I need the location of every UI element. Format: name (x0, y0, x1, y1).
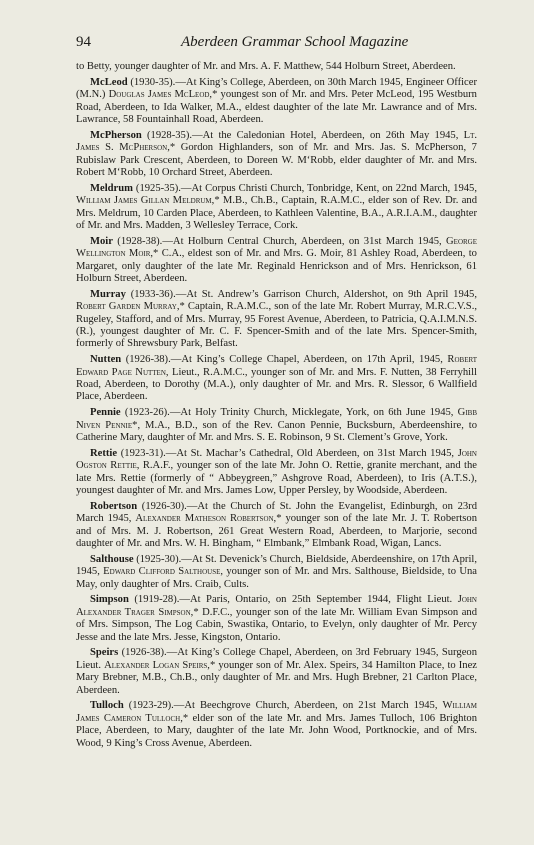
notice-entry (76, 183, 477, 233)
notice-text-rest: * Captain, R.A.M.C., son of the late Mr. Robert Murray, M.R.C.V.S., Rugeley, Stafford, and of Mrs. Murray, 95 Forest Avenue, Aberdeen, to Patricia, Q.A.I.M.N.S. (R.), youngest daughter of Mr. C. F. Spencer-Smith and of the late Mrs. Spencer-Smith, formerly of Shrewsbury Park, Belfast. (76, 301, 477, 350)
notice-entry (76, 61, 477, 73)
notice-groom-name: John Ogston Rettie, (76, 447, 477, 472)
notice-text: (1925-30).—At St. Devenick’s Church, Bieldside, Aberdeenshire, on 17th April, 1945, (76, 553, 477, 578)
notice-entry (76, 77, 477, 127)
notice-surname: Moir (90, 235, 113, 247)
notice-groom-name: Robert Garden Murray, (76, 301, 180, 313)
notice-surname: Nutten (90, 354, 122, 366)
notice-text-rest: * M.B., Ch.B., Captain, R.A.M.C., elder son of Rev. Dr. and Mrs. Meldrum, 10 Carden Place, Aberdeen, to Kathleen Valentine, B.A., A.R.I.A.M., daughter of Mr. and Mrs. Madden, 3 Wellesley Terrace, Cork. (76, 195, 477, 231)
notice-text-rest: * C.A., eldest son of Mr. and Mrs. G. Moir, 81 Ashley Road, Aberdeen, to Margaret, only daughter of the late Mr. Reginald Henrickson and of Mrs. Henrickson, 61 Holburn Street, Aberdeen. (76, 248, 477, 284)
notice-text-rest: * Gordon Highlanders, son of Mr. and Mrs. Jas. S. McPherson, 7 Rubislaw Park Crescent, Aberdeen, to Doreen W. M‘Robb, elder daughter of Mr. and Mrs. Robert M‘Robb, 10 Orchard Street, Aberdeen. (76, 142, 477, 178)
notice-text: (1925-35).—At Corpus Christi Church, Tonbridge, Kent, on 22nd March, 1945, (132, 182, 477, 194)
notice-text-rest: * younger son of the late Mr. J. T. Robertson and of Mrs. M. J. Robertson, 261 Great Western Road, Aberdeen, to Marjorie, second daughter of Mr. and Mrs. W. H. Bingham, “ Elmbank,” Elmbank Road, Wigan, Lancs. (76, 513, 478, 549)
notice-surname: Meldrum (90, 182, 133, 194)
notice-text: (1928-35).—At the Caledonian Hotel, Aberdeen, on 26th May 1945, (141, 129, 464, 141)
notice-text-rest: to Betty, younger daughter of Mr. and Mrs. A. F. Matthew, 544 Holburn Street, Aberdeen. (76, 61, 456, 72)
notice-entry (76, 700, 477, 750)
notice-groom-name: Douglas James McLeod, (108, 89, 213, 101)
notice-text: (1919-28).—At Paris, Ontario, on 25th September 1944, Flight Lieut. (128, 594, 458, 606)
notice-entry (76, 554, 477, 591)
notice-groom-name: Alexander Matheson Robertson, (135, 513, 277, 525)
notice-groom-name: Edward Clifford Salthouse, (103, 566, 224, 578)
notice-groom-name: Lt. James S. McPherson, (76, 129, 477, 154)
notice-entry (76, 647, 477, 697)
notice-entry (76, 501, 477, 551)
notice-entry (76, 289, 477, 351)
notice-text: (1930-35).—At King’s College, Aberdeen, on 30th March 1945, Engineer Officer (M.N.) (76, 76, 477, 101)
notice-text: (1933-36).—At St. Andrew’s Garrison Church, Aldershot, on 9th April 1945, (125, 288, 477, 300)
page-number: 94 (76, 34, 91, 50)
marriage-notices (76, 61, 477, 750)
notice-text-rest: younger son of Mr. and Mrs. Salthouse, Bieldside, to Una May, only daughter of Mrs. Craib, Cults. (76, 566, 478, 590)
notice-surname: Robertson (90, 500, 138, 512)
notice-surname: Speirs (90, 647, 119, 659)
notice-text-rest: R.A.F., younger son of the late Mr. John O. Rettie, granite merchant, and the late Mrs. Rettie (formerly of “ Abbeygreen,” Ashgrove Road, Aberdeen), to Iris (A.T.S.), youngest daughter of Mr. and Mrs. James Low, Upper Persley, by Woodside, Aberdeen. (76, 460, 477, 496)
notice-text-rest: * D.F.C., younger son of the late Mr. William Evan Simpson and of Mrs. Simpson, The Log Cabin, Swastika, Ontario, to Evelyn, only daughter of Mr. Percy Jesse and the late Mrs. Jesse, Kingston, Ontario. (76, 606, 477, 643)
notice-entry (76, 130, 477, 180)
notice-surname: Salthouse (90, 553, 134, 565)
running-head: Aberdeen Grammar School Magazine (181, 34, 409, 50)
notice-text: (1926-38).—At King’s College Chapel, Aberdeen, on 17th April, 1945, (121, 354, 448, 366)
notice-text: (1923-31).—At St. Machar’s Cathedral, Old Aberdeen, on 31st March 1945, (117, 447, 458, 459)
notice-surname: Murray (90, 288, 126, 300)
notice-groom-name: George Wellington Moir, (76, 235, 477, 260)
notice-groom-name: Robert Edward Page Nutten, (76, 354, 477, 378)
notice-entry (76, 354, 477, 404)
notice-text: (1923-26).—At Holy Trinity Church, Micklegate, York, on 6th June 1945, (120, 407, 458, 419)
notice-surname: Rettie (90, 447, 118, 459)
notice-surname: Pennie (90, 407, 121, 419)
notice-text-rest: Lieut., R.A.M.C., younger son of Mr. and Mrs. F. Nutten, 38 Ferryhill Road, Aberdeen, to Dorothy (M.A.), only daughter of Mr. and Mrs. R. Slessor, 6 Wallfield Place, Aberdeen. (76, 366, 477, 403)
notice-groom-name: William James Cameron Tulloch, (76, 700, 477, 724)
notice-groom-name: William James Gillan Meldrum, (76, 195, 215, 207)
notice-text-rest: * youngest son of Mr. and Mrs. Peter McLeod, 195 Westburn Road, Aberdeen, to Ida Walker, M.A., eldest daughter of the late Mr. Lawrance and of Mrs. Lawrance, 58 Fountainhall Road, Aberdeen. (76, 89, 477, 125)
notice-surname: Simpson (90, 594, 129, 606)
notice-entry (76, 448, 477, 498)
notice-text-rest: *, M.A., B.D., son of the Rev. Canon Pennie, Bucksburn, Aberdeenshire, to Catherine Mary, daughter of Mr. and Mrs. S. E. Robinson, 9 St. Clement’s Grove, York. (76, 419, 478, 443)
notice-text-rest: * younger son of Mr. Alex. Speirs, 34 Hamilton Place, to Inez Mary Brebner, M.B., Ch.B., only daughter of Mr. and Mrs. Hugh Brebner, 21 Carlton Place, Aberdeen. (76, 659, 478, 696)
notice-text: (1923-29).—At Beechgrove Church, Aberdeen, on 21st March 1945, (123, 700, 443, 712)
notice-text: (1928-38).—At Holburn Central Church, Aberdeen, on 31st March 1945, (112, 235, 447, 247)
page-header (76, 34, 477, 56)
notice-surname: McLeod (90, 76, 128, 88)
notice-surname: Tulloch (90, 700, 124, 712)
notice-entry (76, 236, 477, 286)
notice-text: (1926-38).—At King’s College Chapel, Aberdeen, on 3rd February 1945, Surgeon Lieut. (76, 647, 477, 671)
notice-entry (76, 594, 477, 644)
notice-text: (1926-30).—At the Church of St. John the Evangelist, Edinburgh, on 23rd March 1945, (76, 500, 477, 525)
notice-groom-name: Gibb Niven Pennie (76, 407, 477, 431)
notice-groom-name: John Alexander Trager Simpson, (76, 594, 477, 618)
notice-entry (76, 407, 477, 444)
notice-surname: McPherson (90, 129, 142, 141)
notice-groom-name: Alexander Logan Speirs, (104, 659, 210, 671)
notice-text-rest: * elder son of the late Mr. and Mrs. James Tulloch, 106 Brighton Place, Aberdeen, to Mary, daughter of the late Mr. John Wood, Portknockie, and of Mrs. Wood, 9 King’s Cross Avenue, Aberdeen. (76, 712, 477, 749)
